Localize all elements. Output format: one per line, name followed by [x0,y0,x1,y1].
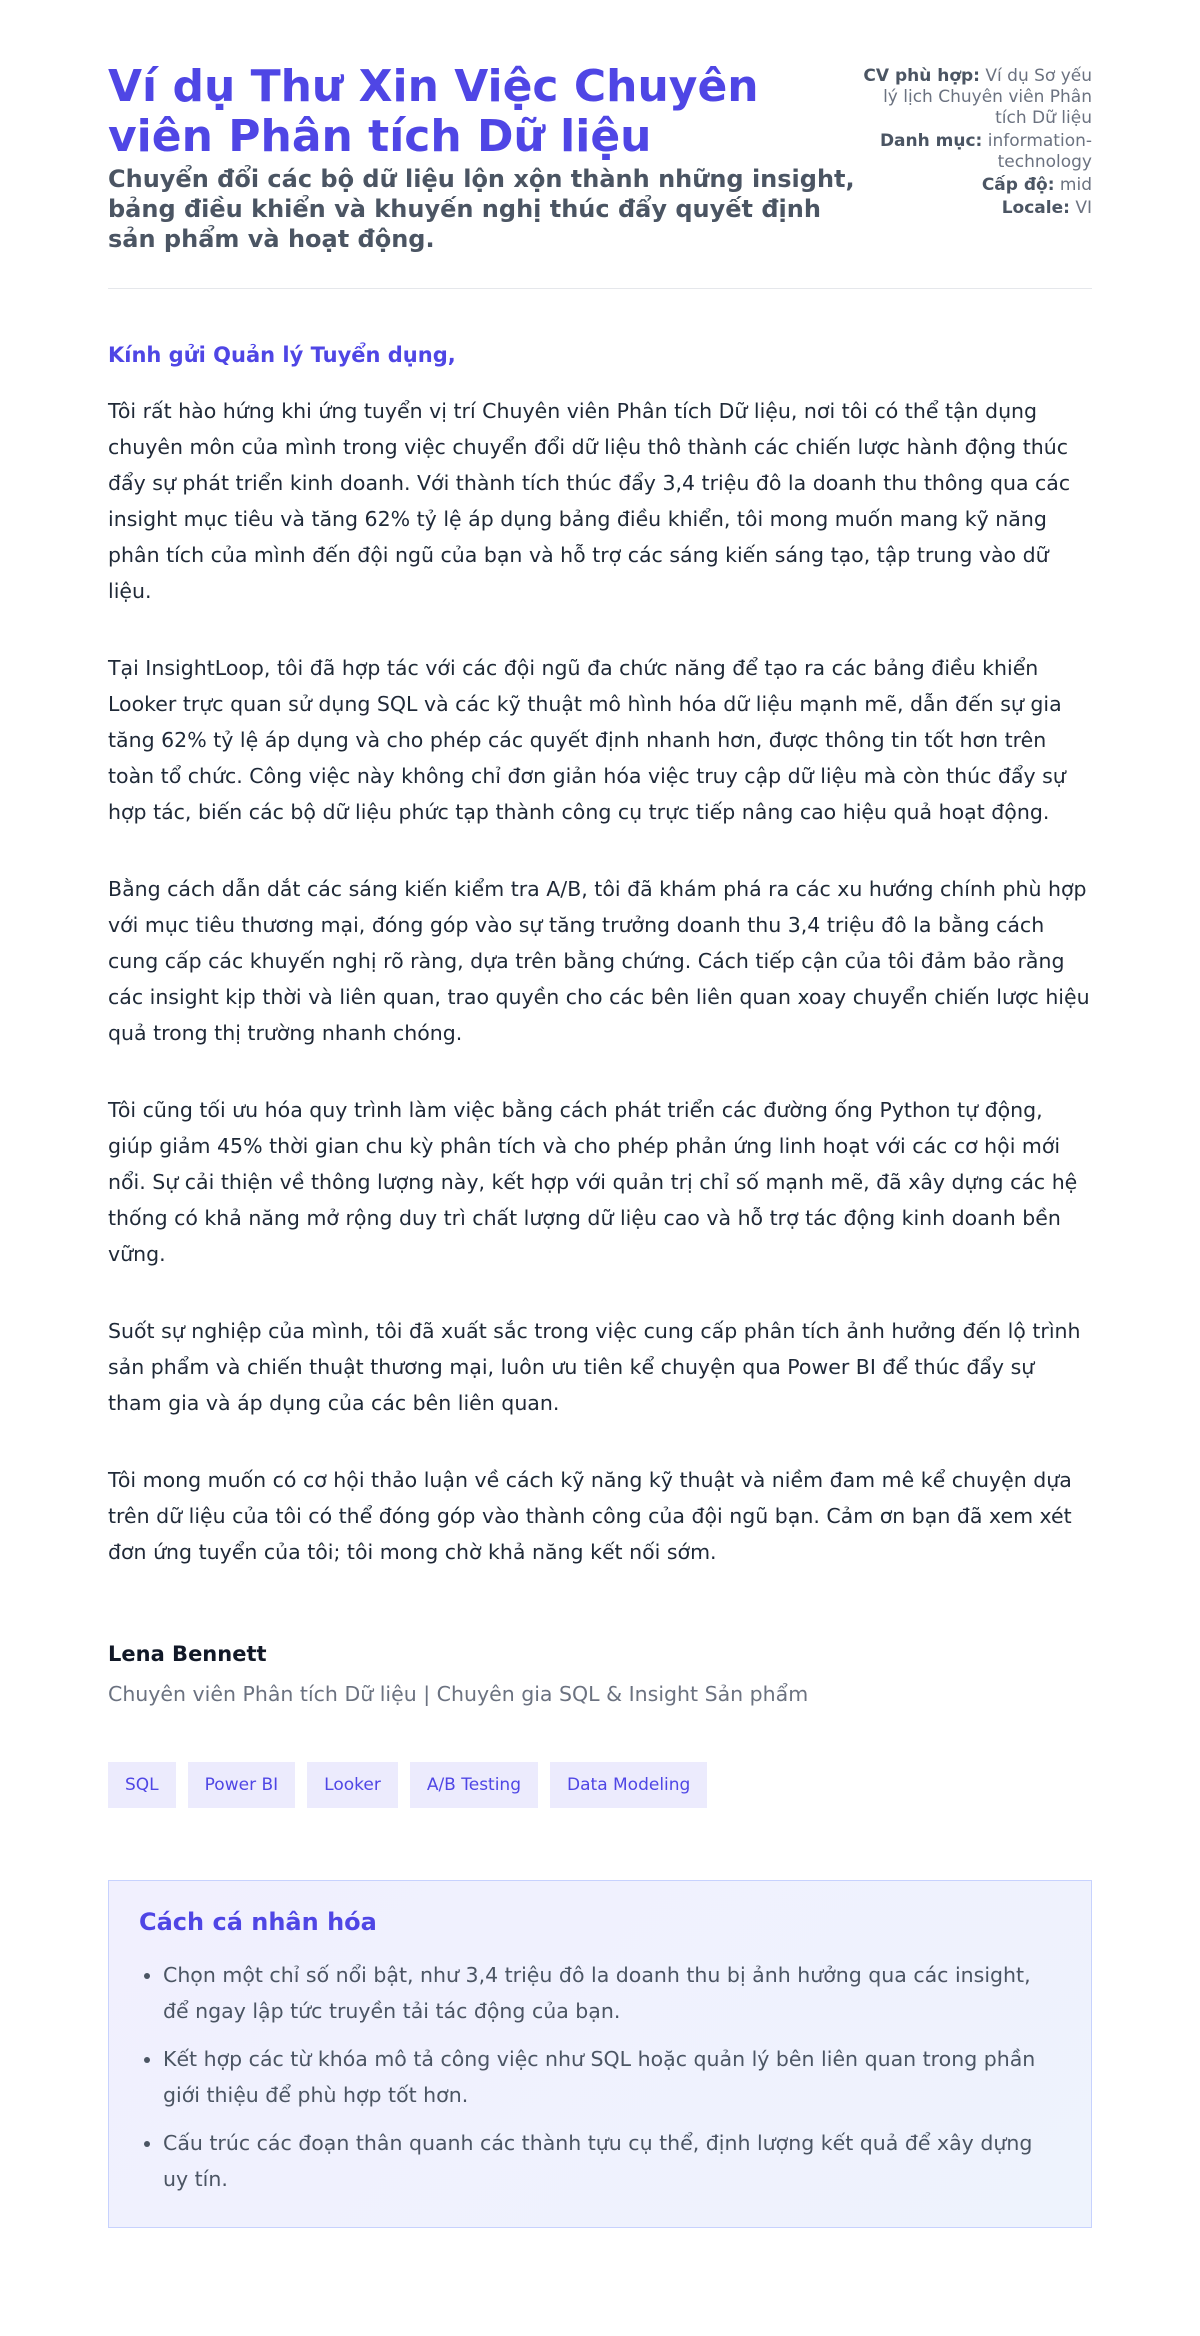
skill-tag: Data Modeling [550,1762,707,1808]
meta-cv-label: CV phù hợp: [863,66,980,86]
meta-cv-value: Ví dụ Sơ yếu lý lịch Chuyên viên Phân tích Dữ liệu [883,66,1093,128]
meta-level-value: mid [1059,175,1092,195]
page-subtitle: Chuyển đổi các bộ dữ liệu lộn xộn thành những insight, bảng điều khiển và khuyến nghị thúc đẩy quyết định sản phẩm và hoạt động. [108,165,855,253]
letter-paragraph: Bằng cách dẫn dắt các sáng kiến kiểm tra A/B, tôi đã khám phá ra các xu hướng chính phù hợp với mục tiêu thương mại, đóng góp vào sự tăng trưởng doanh thu 3,4 triệu đô la bằng cách cung cấp các khuyến nghị rõ ràng, dựa trên bằng chứng. Cách tiếp cận của tôi đảm bảo rằng các insight kịp thời và liên quan, trao quyền cho các bên liên quan xoay chuyển chiến lược hiệu quả trong thị trường nhanh chóng. [108,877,1090,1045]
meta-category-label: Danh mục: [879,131,983,151]
meta-locale [863,198,1092,219]
tip-item: • Cấu trúc các đoạn thân quanh các thành tựu cụ thể, định lượng kết quả để xây dựng uy tín. [163,2125,1061,2197]
meta-cv [863,66,1092,129]
meta-level [863,175,1092,196]
letter-paragraph: Tôi cũng tối ưu hóa quy trình làm việc bằng cách phát triển các đường ống Python tự động, giúp giảm 45% thời gian chu kỳ phân tích và cho phép phản ứng linh hoạt với các cơ hội mới nổi. Sự cải thiện về thông lượng này, kết hợp với quản trị chỉ số mạnh mẽ, đã xây dựng các hệ thống có khả năng mở rộng duy trì chất lượng dữ liệu cao và hỗ trợ tác động kinh doanh bền vững. [108,1098,1078,1266]
meta-locale-label: Locale: [1001,198,1070,218]
skill-tag: Looker [307,1762,398,1808]
meta-category-value: information-technology [987,131,1092,172]
letter-paragraph: Tôi rất hào hứng khi ứng tuyển vị trí Chuyên viên Phân tích Dữ liệu, nơi tôi có thể tận dụng chuyên môn của mình trong việc chuyển đổi dữ liệu thô thành các chiến lược hành động thúc đẩy sự phát triển kinh doanh. Với thành tích thúc đẩy 3,4 triệu đô la doanh thu thông qua các insight mục tiêu và tăng 62% tỷ lệ áp dụng bảng điều khiển, tôi mong muốn mang kỹ năng phân tích của mình đến đội ngũ của bạn và hỗ trợ các sáng kiến sáng tạo, tập trung vào dữ liệu. [108,399,1071,603]
tips-list [139,1957,1061,2197]
tips-title: Cách cá nhân hóa [139,1908,377,1936]
meta-category [863,131,1092,173]
skill-tag: SQL [108,1762,176,1808]
signature-role: Chuyên viên Phân tích Dữ liệu | Chuyên gia SQL & Insight Sản phẩm [108,1682,809,1706]
page-header [108,62,1092,289]
letter-body [108,341,1092,1570]
letter-paragraph: Tôi mong muốn có cơ hội thảo luận về cách kỹ năng kỹ thuật và niềm đam mê kể chuyện dựa trên dữ liệu của tôi có thể đóng góp vào thành công của đội ngũ bạn. Cảm ơn bạn đã xem xét đơn ứng tuyển của tôi; tôi mong chờ khả năng kết nối sớm. [108,1468,1072,1564]
signature-name: Lena Bennett [108,1642,267,1666]
page-title: Ví dụ Thư Xin Việc Chuyên viên Phân tích Dữ liệu [108,61,759,162]
header-titles [108,62,863,254]
tip-item: • Chọn một chỉ số nổi bật, như 3,4 triệu đô la doanh thu bị ảnh hưởng qua các insight, để ngay lập tức truyền tải tác động của bạn. [163,1957,1061,2029]
meta-panel [863,62,1092,221]
meta-level-label: Cấp độ: [981,175,1055,195]
letter-greeting: Kính gửi Quản lý Tuyển dụng, [108,343,456,367]
letter-paragraph: Tại InsightLoop, tôi đã hợp tác với các đội ngũ đa chức năng để tạo ra các bảng điều khiển Looker trực quan sử dụng SQL và các kỹ thuật mô hình hóa dữ liệu mạnh mẽ, dẫn đến sự gia tăng 62% tỷ lệ áp dụng và cho phép các quyết định nhanh hơn, được thông tin tốt hơn trên toàn tổ chức. Công việc này không chỉ đơn giản hóa việc truy cập dữ liệu mà còn thúc đẩy sự hợp tác, biến các bộ dữ liệu phức tạp thành công cụ trực tiếp nâng cao hiệu quả hoạt động. [108,656,1066,824]
skill-tag: A/B Testing [410,1762,538,1808]
personalization-tips-box [108,1880,1092,2228]
skill-tag: Power BI [188,1762,295,1808]
tip-item: • Kết hợp các từ khóa mô tả công việc như SQL hoặc quản lý bên liên quan trong phần giới thiệu để phù hợp tốt hơn. [163,2041,1061,2113]
signature-block [108,1640,1092,1708]
letter-paragraph: Suốt sự nghiệp của mình, tôi đã xuất sắc trong việc cung cấp phân tích ảnh hưởng đến lộ trình sản phẩm và chiến thuật thương mại, luôn ưu tiên kể chuyện qua Power BI để thúc đẩy sự tham gia và áp dụng của các bên liên quan. [108,1319,1081,1415]
meta-locale-value: VI [1075,198,1092,218]
skill-tags [108,1762,1092,1808]
